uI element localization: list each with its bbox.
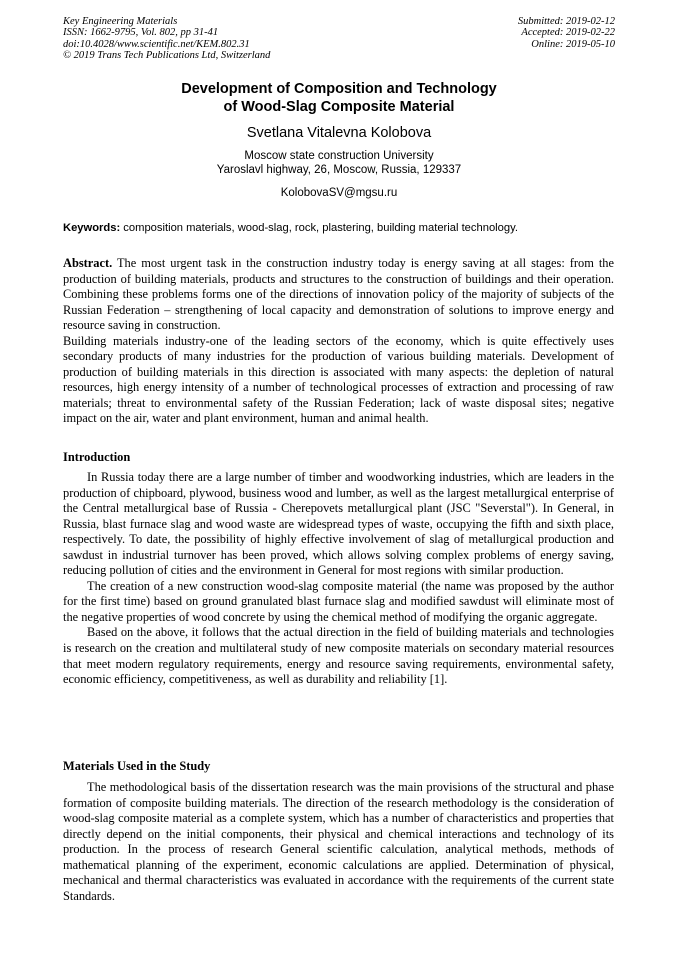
abstract-paragraph-1 — [63, 256, 614, 334]
journal-name: Key Engineering Materials — [63, 16, 178, 27]
keywords-label: Keywords: — [63, 222, 121, 234]
keywords — [63, 221, 623, 235]
abstract — [63, 256, 614, 427]
copyright-line: © 2019 Trans Tech Publications Ltd, Switzerland — [63, 49, 271, 61]
submitted-date: Submitted: 2019-02-12 — [517, 16, 615, 27]
online-date: Online: 2019-05-10 — [531, 38, 615, 50]
introduction-paragraph-2: The creation of a new construction wood-slag composite material (the name was proposed by the author for the first time) based on ground granulated blast furnace slag and modified sawdust will eliminate most of the negative properties of wood concrete by using the chemical method of modifying the organic aggregate. — [63, 578, 614, 624]
issn-line: ISSN: 1662-9795, Vol. 802, pp 31-41 — [63, 27, 219, 39]
introduction-heading: Introduction — [63, 450, 131, 464]
author-email[interactable]: KolobovaSV@mgsu.ru — [280, 187, 398, 199]
materials-section — [63, 780, 614, 904]
author-name: Svetlana Vitalevna Kolobova — [246, 125, 432, 141]
keywords-text: composition materials, wood-slag, rock, plastering, building material technology. — [120, 222, 518, 234]
materials-paragraph-1: The methodological basis of the dissertation research was the main provisions of the structural and phase formation of composite building materials. The direction of the research methodology is the consideration of wood-slag composite material as a complete system, which has a number of characteristics and properties that directly depend on the initial components, their physical and chemical interactions and technology of its production. In the process of research General scientific calculation, analytical methods, methods of mathematical planning of the experiment, economic calculations are applied. Determination of physical, mechanical and thermal characteristics was evaluated in accordance with the requirements of the current state Standards. — [63, 780, 614, 903]
doi-link[interactable]: doi:10.4028/www.scientific.net/KEM.802.31 — [63, 38, 250, 50]
abstract-paragraph-2: Building materials industry-one of the leading sectors of the economy, which is quite effectively uses secondary products of many industries for the production of various building materials. Development of production of building materials in this direction is associated with many aspects: the depletion of natural resources, high energy intensity of a number of technological processes of extraction and processing of raw materials; threat to environmental safety of the Russian Federation; lack of waste disposal sites; negative impact on the air, water and plant environment, human and animal health. — [63, 333, 614, 426]
abstract-label: Abstract. — [63, 256, 113, 270]
journal-info — [63, 16, 270, 61]
title-line-2: of Wood-Slag Composite Material — [223, 98, 455, 115]
abstract-text-1: The most urgent task in the construction industry today is energy saving at all stages: from the production of building materials, products and structures to the construction of buildings and their operation. Combining these problems forms one of the directions of innovation policy of the majority of subjects of the Russian Federation – strengthening of local capacity and demonstration of solutions to improve energy and resource saving in construction. — [63, 256, 614, 333]
affiliation — [0, 150, 678, 177]
materials-heading: Materials Used in the Study — [63, 759, 211, 773]
affiliation-line-1: Moscow state construction University — [244, 150, 434, 162]
publication-dates — [518, 16, 615, 50]
paper-title — [0, 81, 678, 116]
affiliation-line-2: Yaroslavl highway, 26, Moscow, Russia, 129337 — [216, 163, 462, 176]
title-line-1: Development of Composition and Technology — [181, 81, 497, 97]
introduction-section — [63, 470, 614, 688]
introduction-paragraph-3: Based on the above, it follows that the actual direction in the field of building materials and technologies is research on the creation and multilateral study of new composite materials on secondary material resources that meet modern regulatory requirements, energy and resource saving requirements, environmental safety, economic efficiency, competitiveness, as well as durability and reliability [1]. — [63, 625, 614, 687]
accepted-date: Accepted: 2019-02-22 — [521, 27, 615, 39]
introduction-paragraph-1: In Russia today there are a large number of timber and woodworking industries, which are leaders in the production of chipboard, plywood, business wood and lumber, as well as the largest metallurgical enterprise of the Central metallurgical base of Russia - Cherepovets metallurgical plant (JSC "Severstal"). In General, in Russia, blast furnace slag and wood waste are widespread types of waste, occupying the fifth and sixth place, respectively. To date, the possibility of highly effective involvement of slag of metallurgical production and sawdust in industrial turnover has been proved, which allows solving complex problems of energy saving, reducing pollution of cities and the environment in General for most regions with similar production. — [63, 470, 614, 578]
